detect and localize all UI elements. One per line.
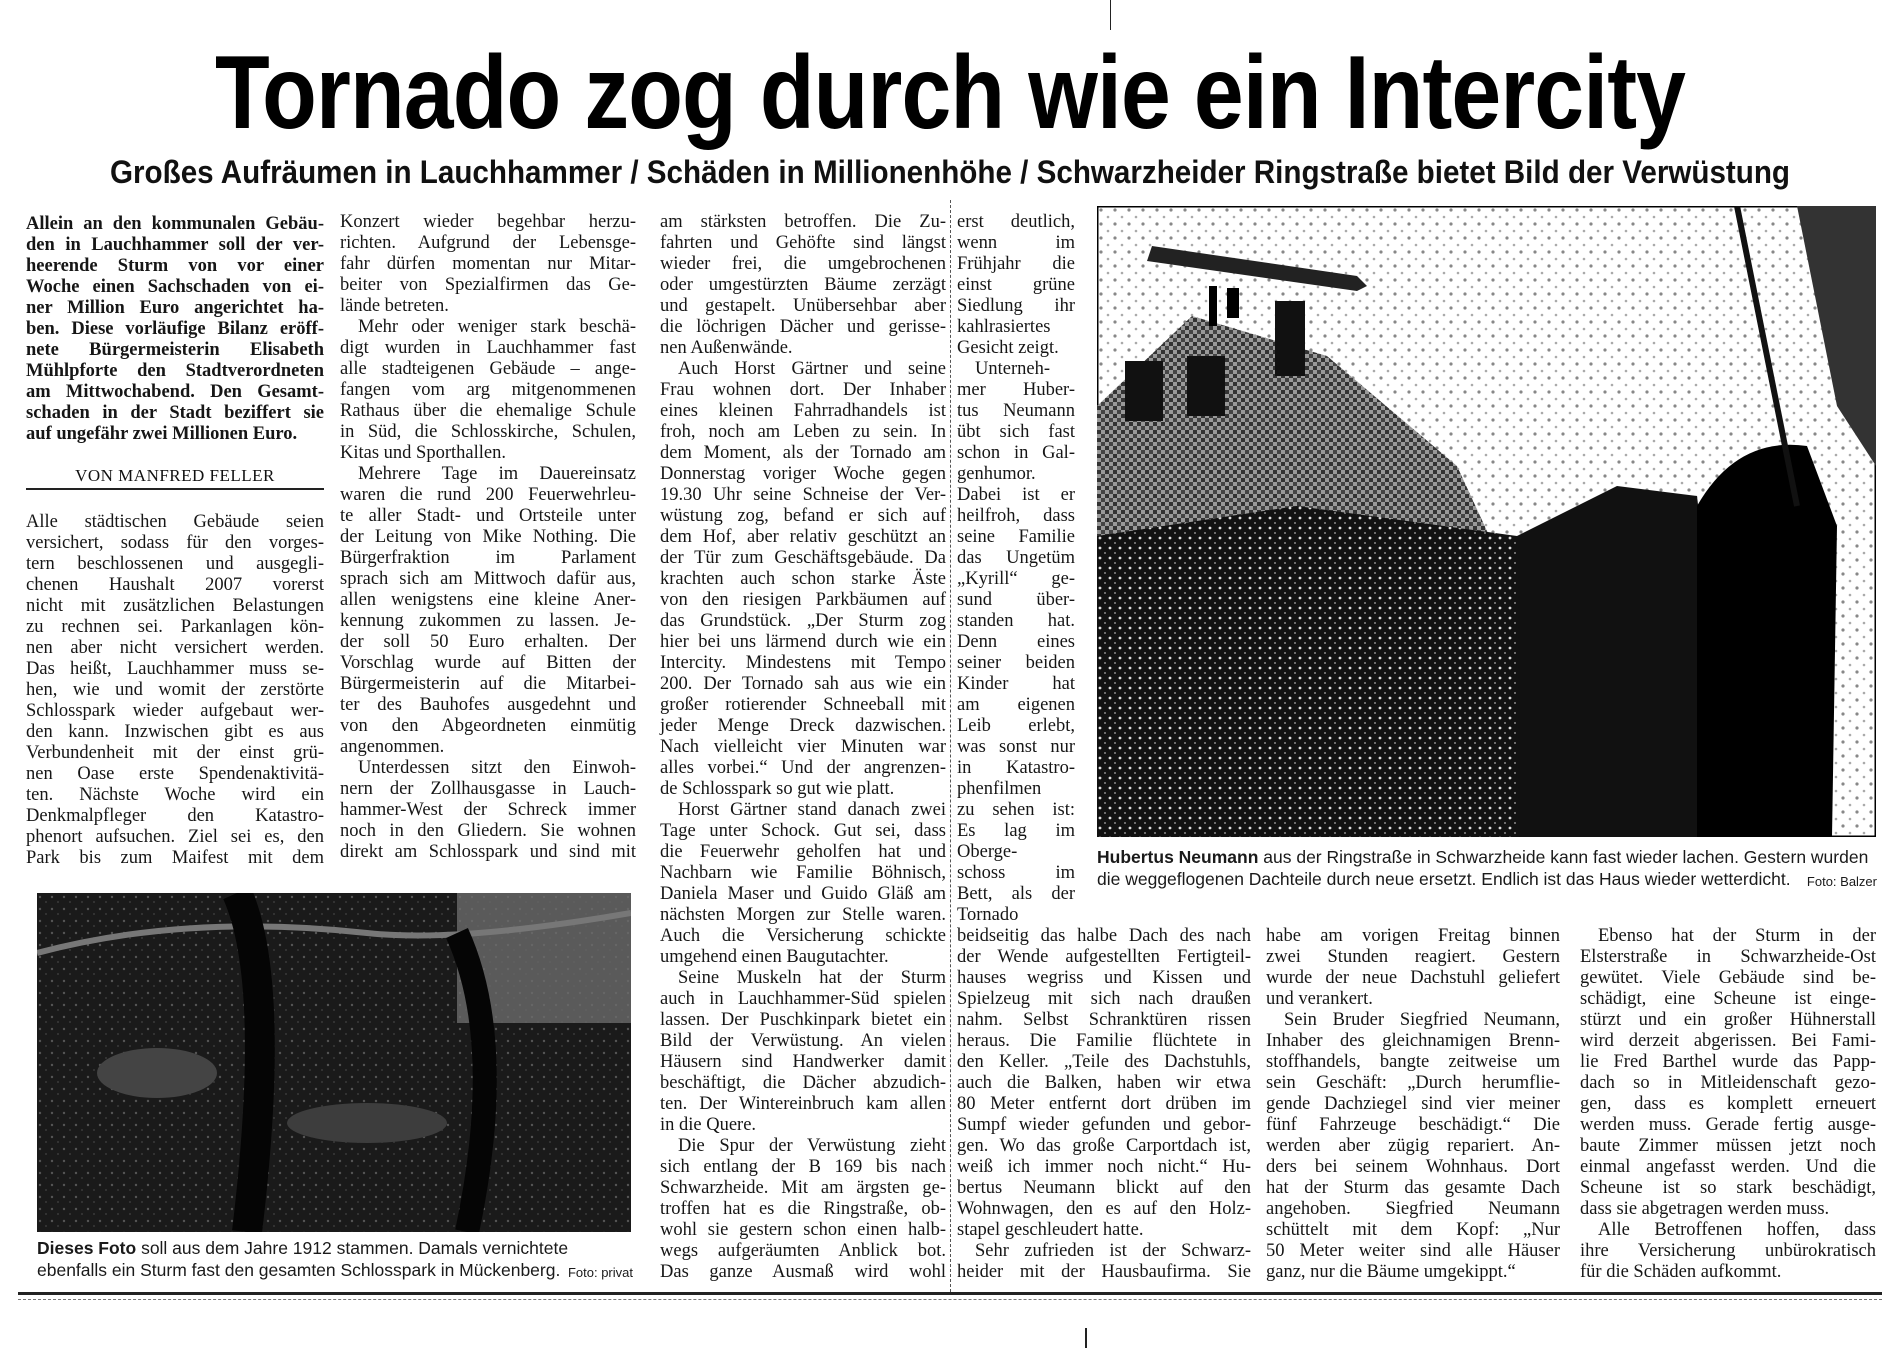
text-line: Elsterstraße in Schwarzheide-Ost — [1580, 947, 1876, 967]
text-line: ten. Der Wintereinbruch kam allen — [660, 1094, 946, 1114]
text-line: stoffhandels, bangte zeitweise um — [1266, 1052, 1560, 1072]
text-line: fünf Fahrzeuge beschädigt.“ Die — [1266, 1115, 1560, 1135]
text-line: Auch die Versicherung schickte — [660, 926, 946, 946]
article-column-7 — [1580, 926, 1876, 1283]
text-line: mer Huber- — [957, 380, 1075, 400]
text-line: sein Geschäft: „Durch herumflie- — [1266, 1073, 1560, 1093]
text-line: die Feuerwehr geholfen hat und — [660, 842, 946, 862]
text-line: auch in Lauchhammer-Süd spielen — [660, 989, 946, 1009]
text-line: umgehend einen Baugutachter. — [660, 947, 889, 967]
text-line: Rathaus über die ehemalige Schule — [340, 401, 636, 421]
text-line: am Mittwochabend. Den Gesamt- — [26, 382, 324, 402]
text-line: 19.30 Uhr seine Schneise der Ver- — [660, 485, 946, 505]
photo-house-roof-repair — [1097, 206, 1876, 837]
paragraph — [957, 359, 1075, 485]
paragraph — [1580, 1220, 1876, 1283]
text-line: habe am vorigen Freitag binnen — [1266, 926, 1560, 946]
text-line: Frühjahr die — [957, 254, 1075, 274]
text-line: Unterneh- — [975, 359, 1050, 379]
article-column-3 — [660, 212, 946, 1283]
text-line: von den riesigen Parkbäumen auf — [660, 590, 946, 610]
caption-text: aus der Ringstraße in Schwarzheide kann fast wieder lachen. Gestern wurden die weggeflogenen Dachteile durch neue ersetzt. Endlich ist das Haus wieder wetterdicht. — [1097, 847, 1869, 889]
text-line: direkt am Schlosspark und sind mit — [340, 842, 636, 862]
text-line: von den Abgeordneten einmütig — [340, 716, 636, 736]
text-line: Unterdessen sitzt den Einwoh- — [358, 758, 636, 778]
text-line: Bett, als der — [957, 884, 1075, 904]
text-line: fahrten und Gehöfte sind längst — [660, 233, 946, 253]
text-line: schon in Gal- — [957, 443, 1075, 463]
text-line: Sumpf wieder gefunden und gebor- — [957, 1115, 1251, 1135]
fold-mark — [1110, 0, 1111, 30]
text-line: de Schlosspark so gut wie platt. — [660, 779, 895, 799]
text-line: lie Fred Barthel wurde das Papp- — [1580, 1052, 1876, 1072]
text-line: alle stadteigenen Gebäude – ange- — [340, 359, 636, 379]
text-line: phenfilmen — [957, 779, 1042, 799]
text-line: seiner beiden — [957, 653, 1075, 673]
text-line: Sein Bruder Siegfried Neumann, — [1284, 1010, 1560, 1030]
text-line: das Ungetüm — [957, 548, 1075, 568]
text-line: Es lag im — [957, 821, 1075, 841]
text-line: schädigt, eine Scheune ist einge- — [1580, 989, 1876, 1009]
text-line: was sonst nur — [957, 737, 1075, 757]
text-line: einmal angefasst werden. Und die — [1580, 1157, 1876, 1177]
text-line: für die Schäden aufkommt. — [1580, 1262, 1782, 1282]
text-line: Siedlung ihr — [957, 296, 1075, 316]
text-line: ders bei seinem Wohnhaus. Dort — [1266, 1157, 1560, 1177]
text-line: wohl sie gestern schon einen halb- — [660, 1220, 946, 1240]
text-line: erst deutlich, — [957, 212, 1075, 232]
bottom-rule-dashed — [18, 1299, 1882, 1300]
text-line: Denn eines — [957, 632, 1075, 652]
text-line: 80 Meter entfernt dort drüben im — [957, 1094, 1251, 1114]
text-line: Bürgermeisterin auf die Mitarbei- — [340, 674, 636, 694]
text-line: und verankert. — [1266, 989, 1373, 1009]
text-line: nern der Zollhausgasse in Lauch- — [340, 779, 636, 799]
bottom-rule — [18, 1292, 1882, 1295]
text-line: Mehr oder weniger stark beschä- — [358, 317, 636, 337]
text-line: Verbundenheit mit der einst grü- — [26, 743, 324, 763]
text-line: wurde der neue Dachstuhl geliefert — [1266, 968, 1560, 988]
paragraph — [26, 512, 324, 869]
article-column-2 — [340, 212, 636, 863]
text-line: Daniela Maser und Guido Gläß am — [660, 884, 946, 904]
photo-credit: Foto: Balzer — [1806, 874, 1877, 889]
text-line: übt sich fast — [957, 422, 1075, 442]
text-line: Mühlpforte den Stadtverordneten — [26, 361, 324, 381]
paragraph — [340, 464, 636, 758]
text-line: und gestapelt. Unübersehbar aber — [660, 296, 946, 316]
text-line: nächsten Morgen zur Stelle waren. — [660, 905, 946, 925]
text-line: dem Hof, aber relativ geschützt an — [660, 527, 946, 547]
text-line: den Keller. „Teile des Dachstuhls, — [957, 1052, 1251, 1072]
text-line: angehoben. Siegfried Neumann — [1266, 1199, 1560, 1219]
text-line: der Wende aufgestellten Fertigteil- — [957, 947, 1251, 967]
paragraph — [957, 926, 1251, 1241]
paragraph — [1266, 926, 1560, 1010]
text-line: allen wenigstens eine kleine Aner- — [340, 590, 636, 610]
text-line: Leib erlebt, — [957, 716, 1075, 736]
paragraph — [1580, 926, 1876, 1220]
headline: Tornado zog durch wie ein Intercity — [215, 35, 1686, 151]
text-line: wieder frei, die umgebrochenen — [660, 254, 946, 274]
text-line: gende Dachziegel sind vier meiner — [1266, 1094, 1560, 1114]
text-line: sund über- — [957, 590, 1075, 610]
paragraph — [957, 212, 1075, 359]
text-line: Scheune ist so stark beschädigt, — [1580, 1178, 1876, 1198]
lead-paragraph — [26, 214, 324, 445]
text-line: schaden in der Stadt beziffert sie — [26, 403, 324, 423]
text-line: Häusern sind Handwerker damit — [660, 1052, 946, 1072]
text-line: dem Moment, als der Tornado am — [660, 443, 946, 463]
text-line: versichert, sodass für den vorges- — [26, 533, 324, 553]
text-line: auf ungefähr zwei Millionen Euro. — [26, 424, 298, 444]
text-line: ten. Nächste Woche wird ein — [26, 785, 324, 805]
text-line: ganz, nur die Bäume umgekippt.“ — [1266, 1262, 1516, 1282]
text-line: Auch Horst Gärtner und seine — [678, 359, 946, 379]
text-line: Gesicht zeigt. — [957, 338, 1059, 358]
text-line: der Leitung von Mike Nothing. Die — [340, 527, 636, 547]
text-line: lassen. Der Puschkinpark bietet ein — [660, 1010, 946, 1030]
text-line: Wohnwagen, den es auf den Holz- — [957, 1199, 1251, 1219]
paragraph — [340, 212, 636, 317]
text-line: hen, wie und womit der zerstörte — [26, 680, 324, 700]
text-line: zwei Stunden reagiert. Gestern — [1266, 947, 1560, 967]
text-line: wird derzeit abgerissen. Bei Fami- — [1580, 1031, 1876, 1051]
text-line: Schwarzheide. Mit am ärgsten ge- — [660, 1178, 946, 1198]
text-line: troffen hat es die Ringstraße, ob- — [660, 1199, 946, 1219]
text-line: Seine Muskeln hat der Sturm — [678, 968, 946, 988]
text-line: ter des Bauhofes ausgedehnt und — [340, 695, 636, 715]
text-line: werden aber zügig repariert. An- — [1266, 1136, 1560, 1156]
text-line: Nach vielleicht vier Minuten war — [660, 737, 946, 757]
text-line: am eigenen — [957, 695, 1075, 715]
photo-caption-top — [1097, 846, 1877, 893]
text-line: eines kleinen Fahrradhandels ist — [660, 401, 946, 421]
text-line: den kann. Inzwischen gibt es aus — [26, 722, 324, 742]
text-line: beidseitig das halbe Dach des nach — [957, 926, 1251, 946]
text-line: hier bei uns lärmend durch wie ein — [660, 632, 946, 652]
text-line: Dabei ist er — [957, 485, 1075, 505]
text-line: zu rechnen sei. Parkanlagen kön- — [26, 617, 324, 637]
text-line: schüttelt mit dem Kopf: „Nur — [1266, 1220, 1560, 1240]
text-line: Tornado — [957, 905, 1019, 925]
text-line: Bild der Verwüstung. An vielen — [660, 1031, 946, 1051]
text-line: in Süd, die Schlosskirche, Schulen, — [340, 422, 636, 442]
text-line: Denkmalpfleger den Katastro- — [26, 806, 324, 826]
text-line: das Grundstück. „Der Sturm zog — [660, 611, 946, 631]
text-line: lände betreten. — [340, 296, 449, 316]
text-line: alles vorbei.“ Und der angrenzen- — [660, 758, 946, 778]
text-line: baute Zimmer müssen jetzt noch — [1580, 1136, 1876, 1156]
text-line: te aller Stadt- und Ortsteile unter — [340, 506, 636, 526]
article-column-1 — [26, 512, 324, 869]
paragraph — [957, 1241, 1251, 1283]
text-line: jeder Menge Dreck dazwischen. — [660, 716, 946, 736]
text-line: heider mit der Hausbaufirma. Sie — [957, 1262, 1251, 1282]
text-line: auch die Balken, haben wir etwa — [957, 1073, 1251, 1093]
text-line: tus Neumann — [957, 401, 1075, 421]
text-line: der soll 50 Euro erhalten. Der — [340, 632, 636, 652]
text-line: einst grüne — [957, 275, 1075, 295]
text-line: in Katastro- — [957, 758, 1075, 778]
text-line: sich entlang der B 169 bis nach — [660, 1157, 946, 1177]
text-line: ihre Versicherung unbürokratisch — [1580, 1241, 1876, 1261]
text-line: Allein an den kommunalen Gebäu- — [26, 214, 324, 234]
text-line: fangen vom arg mitgenommenen — [340, 380, 636, 400]
paragraph — [340, 317, 636, 464]
text-line: Kitas und Sporthallen. — [340, 443, 506, 463]
text-line: die löchrigen Dächer und gerisse- — [660, 317, 946, 337]
photo-park-1912 — [37, 893, 631, 1232]
text-line: fahr dürfen momentan nur Mitar- — [340, 254, 636, 274]
text-line: Park bis zum Maifest mit dem — [26, 848, 324, 868]
text-line: stapel geschleudert hatte. — [957, 1220, 1144, 1240]
paragraph — [340, 758, 636, 863]
subheadline: Großes Aufräumen in Lauchhammer / Schäden in Millionenhöhe / Schwarzheider Ringstraße bietet Bild der Verwüstung — [110, 154, 1791, 190]
text-line: Bürgerfraktion im Parlament — [340, 548, 636, 568]
paragraph — [660, 212, 946, 359]
text-line: am stärksten betroffen. Die Zu- — [660, 212, 946, 232]
text-line: gen. Wo das große Carportdach ist, — [957, 1136, 1251, 1156]
text-line: „Kyrill“ ge- — [957, 569, 1075, 589]
text-line: sprach sich am Mittwoch dafür aus, — [340, 569, 636, 589]
text-line: ben. Diese vorläufige Bilanz eröff- — [26, 319, 324, 339]
text-line: nen aber nicht versichert werden. — [26, 638, 324, 658]
text-line: Mehrere Tage im Dauereinsatz — [358, 464, 636, 484]
article-column-5 — [957, 926, 1251, 1283]
text-line: waren die rund 200 Feuerwehrleu- — [340, 485, 636, 505]
text-line: Die Spur der Verwüstung zieht — [678, 1136, 946, 1156]
text-line: Tage unter Schock. Gut sei, dass — [660, 821, 946, 841]
photo-credit: Foto: privat — [567, 1265, 633, 1280]
text-line: kennung zukommen zu lassen. Je- — [340, 611, 636, 631]
text-line: Sehr zufrieden ist der Schwarz- — [975, 1241, 1251, 1261]
text-line: 50 Meter weiter sind alle Häuser — [1266, 1241, 1560, 1261]
text-line: hammer-West der Schreck immer — [340, 800, 636, 820]
text-line: digt wurden in Lauchhammer fast — [340, 338, 636, 358]
text-line: gen, dass es komplett erneuert — [1580, 1094, 1876, 1114]
text-line: zu sehen ist: — [957, 800, 1075, 820]
text-line: wegs aufgeräumten Anblick bot. — [660, 1241, 946, 1261]
text-line: nete Bürgermeisterin Elisabeth — [26, 340, 324, 360]
text-line: schoss im — [957, 863, 1075, 883]
fold-mark — [1085, 1328, 1087, 1348]
paragraph — [660, 1136, 946, 1283]
text-line: bertus Neumann blickt auf den — [957, 1178, 1251, 1198]
caption-name: Dieses Foto — [37, 1238, 137, 1258]
text-line: werden muss. Gerade fertig ausge- — [1580, 1115, 1876, 1135]
text-line: krachten auch schon starke Äste — [660, 569, 946, 589]
text-line: dach so in Mitleidenschaft gezo- — [1580, 1073, 1876, 1093]
text-line: Woche einen Sachschaden von ei- — [26, 277, 324, 297]
text-line: hat der Sturm das gesamte Dach — [1266, 1178, 1560, 1198]
text-line: beiter von Spezialfirmen das Ge- — [340, 275, 636, 295]
text-line: Nachbarn wie Familie Böhnisch, — [660, 863, 946, 883]
text-line: stürzt und ein großer Hühnerstall — [1580, 1010, 1876, 1030]
text-line: richten. Aufgrund der Lebensge- — [340, 233, 636, 253]
text-line: heerende Sturm von vor einer — [26, 256, 324, 276]
text-line: Konzert wieder begehbar herzu- — [340, 212, 636, 232]
text-line: nen Außenwände. — [660, 338, 793, 358]
text-line: 200. Der Tornado sah aus wie ein — [660, 674, 946, 694]
text-line: standen hat. — [957, 611, 1075, 631]
text-line: Horst Gärtner stand danach zwei — [678, 800, 946, 820]
text-line: der Tür zum Geschäftsgebäude. Da — [660, 548, 946, 568]
article-column-4-narrow — [957, 212, 1075, 926]
text-line: Frau wohnen dort. Der Inhaber — [660, 380, 946, 400]
text-line: Schlosspark wieder aufgebaut wer- — [26, 701, 324, 721]
text-line: weiß ich immer noch nicht.“ Hu- — [957, 1157, 1251, 1177]
text-line: nen Oase erste Spendenaktivitä- — [26, 764, 324, 784]
text-line: ner Million Euro angerichtet ha- — [26, 298, 324, 318]
text-line: Alle städtischen Gebäude seien — [26, 512, 324, 532]
text-line: Oberge- — [957, 842, 1018, 862]
text-line: heilfroh, dass — [957, 506, 1075, 526]
text-line: den in Lauchhammer soll der ver- — [26, 235, 324, 255]
text-line: großer rotierender Schneeball mit — [660, 695, 946, 715]
text-line: angenommen. — [340, 737, 445, 757]
caption-name: Hubertus Neumann — [1097, 847, 1259, 867]
text-line: Intercity. Mindestens mit Tempo — [660, 653, 946, 673]
text-line: chenen Haushalt 2007 vorerst — [26, 575, 324, 595]
text-line: oder umgestürzten Bäume zerzägt — [660, 275, 946, 295]
text-line: wenn im — [957, 233, 1075, 253]
text-line: Alle Betroffenen hoffen, dass — [1598, 1220, 1876, 1240]
paragraph — [660, 968, 946, 1136]
text-line: froh, noch am Leben zu sein. In — [660, 422, 946, 442]
text-line: gewütet. Viele Gebäude sind be- — [1580, 968, 1876, 988]
text-line: seine Familie — [957, 527, 1075, 547]
text-line: noch in den Gliedern. Sie wohnen — [340, 821, 636, 841]
text-line: phenort aufsuchen. Ziel sei es, den — [26, 827, 324, 847]
text-line: wüstung zog, befand er sich auf — [660, 506, 946, 526]
text-line: heraus. Die Familie flüchtete in — [957, 1031, 1251, 1051]
text-line: nahm. Selbst Schranktüren rissen — [957, 1010, 1251, 1030]
text-line: Donnerstag voriger Woche gegen — [660, 464, 946, 484]
caption-text: soll aus dem Jahre 1912 stammen. Damals vernichtete ebenfalls ein Sturm fast den gesamten Schlosspark in Mückenberg. — [37, 1238, 569, 1280]
text-line: tern beschlossenen und ausgegli- — [26, 554, 324, 574]
text-line: Inhaber des gleichnamigen Brenn- — [1266, 1031, 1560, 1051]
paragraph — [1266, 1010, 1560, 1283]
text-line: hauses wegriss und Kissen und — [957, 968, 1251, 988]
text-line: Vorschlag wurde auf Bitten der — [340, 653, 636, 673]
text-line: kahlrasiertes — [957, 317, 1051, 337]
text-line: Kinder hat — [957, 674, 1075, 694]
text-line: Das ganze Ausmaß wird wohl — [660, 1262, 946, 1282]
text-line: nicht mit zusätzlichen Belastungen — [26, 596, 324, 616]
text-line: beschäftigt, die Dächer abzudich- — [660, 1073, 946, 1093]
text-line: genhumor. — [957, 464, 1036, 484]
photo-caption-bottom — [37, 1237, 633, 1284]
article-column-6 — [1266, 926, 1560, 1283]
column-divider — [950, 200, 951, 1292]
text-line: Ebenso hat der Sturm in der — [1598, 926, 1876, 946]
text-line: Das heißt, Lauchhammer muss se- — [26, 659, 324, 679]
text-line: dass sie abgetragen werden muss. — [1580, 1199, 1830, 1219]
byline: VON MANFRED FELLER — [26, 466, 324, 490]
paragraph — [660, 359, 946, 800]
paragraph — [660, 800, 946, 968]
text-line: Spielzeug mit sich nach draußen — [957, 989, 1251, 1009]
text-line: in die Quere. — [660, 1115, 757, 1135]
paragraph — [957, 485, 1075, 926]
